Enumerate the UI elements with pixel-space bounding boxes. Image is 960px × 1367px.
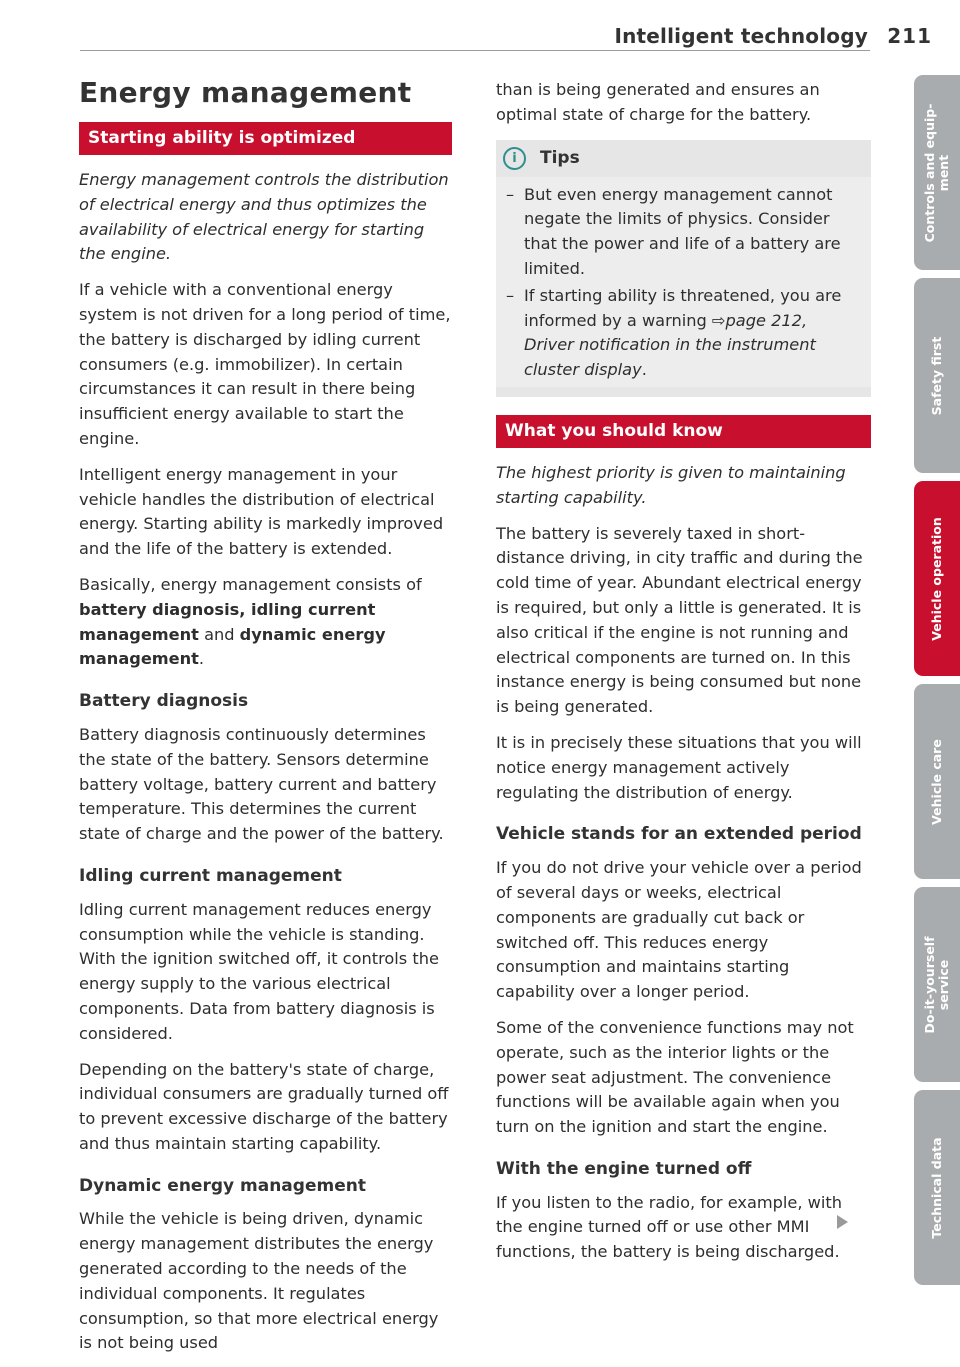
paragraph: While the vehicle is being driven, dynamic energy management distributes the energy generated according to the needs of the individual components. It regulates consumption, so that more electrical energy is not being used (79, 1209, 439, 1353)
tip-item: – If starting ability is threatened, you are informed by a warning ⇨page 212, Driver notification in the instrument cluster display. (506, 285, 842, 380)
continue-arrow-icon (837, 1215, 848, 1229)
tips-header (496, 140, 871, 177)
tab-do-it-yourself-service[interactable]: Do-it-yourself service (914, 887, 960, 1082)
paragraph: It is in precisely these situations that you will notice energy management actively regulating the distribution of energy. (496, 732, 862, 802)
tip-item: – But even energy management cannot negate the limits of physics. Consider that the power and life of a battery are limited. (506, 184, 841, 278)
subheading-engine-off: With the engine turned off (496, 1158, 752, 1179)
paragraph: Some of the convenience functions may not operate, such as the interior lights or the power seat adjustment. The convenience functions will be available again when you turn on the ignition and start the engine. (496, 1017, 854, 1137)
arrow-right-icon: ⇨ (711, 310, 726, 330)
term-dynamic-energy-management: dynamic energy management (79, 624, 386, 669)
section-bar-starting-ability: Starting ability is optimized (79, 122, 452, 155)
tips-title: Tips (540, 147, 580, 168)
paragraph: Battery diagnosis continuously determines the state of the battery. Sensors determine battery voltage, battery current and battery temperature. This determines the current state of charge and the power of the battery. (79, 724, 444, 844)
paragraph: Idling current management reduces energy consumption while the vehicle is standing. With the ignition switched off, it controls the energy supply to the various electrical components. Data from battery diagnosis is considered. (79, 899, 439, 1043)
running-header-title: Intelligent technology (614, 24, 868, 48)
section-bar-what-you-should-know: What you should know (496, 415, 871, 448)
tips-box (496, 140, 871, 397)
paragraph-components: Basically, energy management consists of battery diagnosis, idling current management and dynamic energy management. (79, 574, 422, 669)
left-column (79, 72, 452, 1367)
paragraph: The battery is severely taxed in short-distance driving, in city traffic and during the cold time of year. Abundant electrical energy is required, but only a little is generated. It is also critical if the engine is not running and electrical components are turned on. In this instance energy is being consumed but none is being generated. (496, 523, 863, 717)
tab-vehicle-operation[interactable]: Vehicle operation (914, 481, 960, 676)
tips-body (496, 177, 871, 387)
tab-safety-first[interactable]: Safety first (914, 278, 960, 473)
section-intro: Energy management controls the distribution of electrical energy and thus optimizes the availability of electrical energy for starting the engine. (79, 170, 449, 264)
chapter-tabs (914, 75, 960, 1293)
subheading-vehicle-stands: Vehicle stands for an extended period (496, 824, 862, 845)
page-number: 211 (887, 24, 932, 48)
subheading-battery-diagnosis: Battery diagnosis (79, 691, 249, 712)
paragraph: If a vehicle with a conventional energy system is not driven for a long period of time, the battery is discharged by idling current consumers (e.g. immobilizer). In certain circumstances it can result in there being insufficient energy available to start the engine. (79, 280, 451, 448)
paragraph: If you do not drive your vehicle over a period of several days or weeks, electrical components are gradually cut back or switched off. This reduces energy consumption and maintains starting capability over a longer period. (496, 858, 862, 1002)
right-column (496, 78, 871, 1276)
paragraph: Depending on the battery's state of charge, individual consumers are gradually turned off to prevent excessive discharge of the battery and thus maintain starting capability. (79, 1059, 449, 1153)
page-title: Energy management (79, 76, 412, 109)
header-divider (80, 50, 870, 51)
page-reference-link[interactable]: page 212, Driver notification in the instrument cluster display (524, 310, 816, 380)
tab-controls-and-equipment[interactable]: Controls and equip- ment (914, 75, 960, 270)
tab-vehicle-care[interactable]: Vehicle care (914, 684, 960, 879)
info-icon: i (503, 147, 526, 170)
tab-technical-data[interactable]: Technical data (914, 1090, 960, 1285)
paragraph: Intelligent energy management in your vehicle handles the distribution of electrical energy. Starting ability is markedly improved and the life of the battery is extended. (79, 464, 444, 559)
term-idling-current-management: idling current management (79, 599, 376, 644)
term-battery-diagnosis: battery diagnosis (79, 599, 240, 619)
paragraph: If you listen to the radio, for example, with the engine turned off or use other MMI functions, the battery is being discharged. (496, 1192, 843, 1262)
section-intro: The highest priority is given to maintaining starting capability. (496, 462, 846, 507)
subheading-idling-current: Idling current management (79, 865, 342, 886)
paragraph-continued: than is being generated and ensures an optimal state of charge for the battery. (496, 80, 820, 124)
subheading-dynamic-energy: Dynamic energy management (79, 1175, 366, 1196)
